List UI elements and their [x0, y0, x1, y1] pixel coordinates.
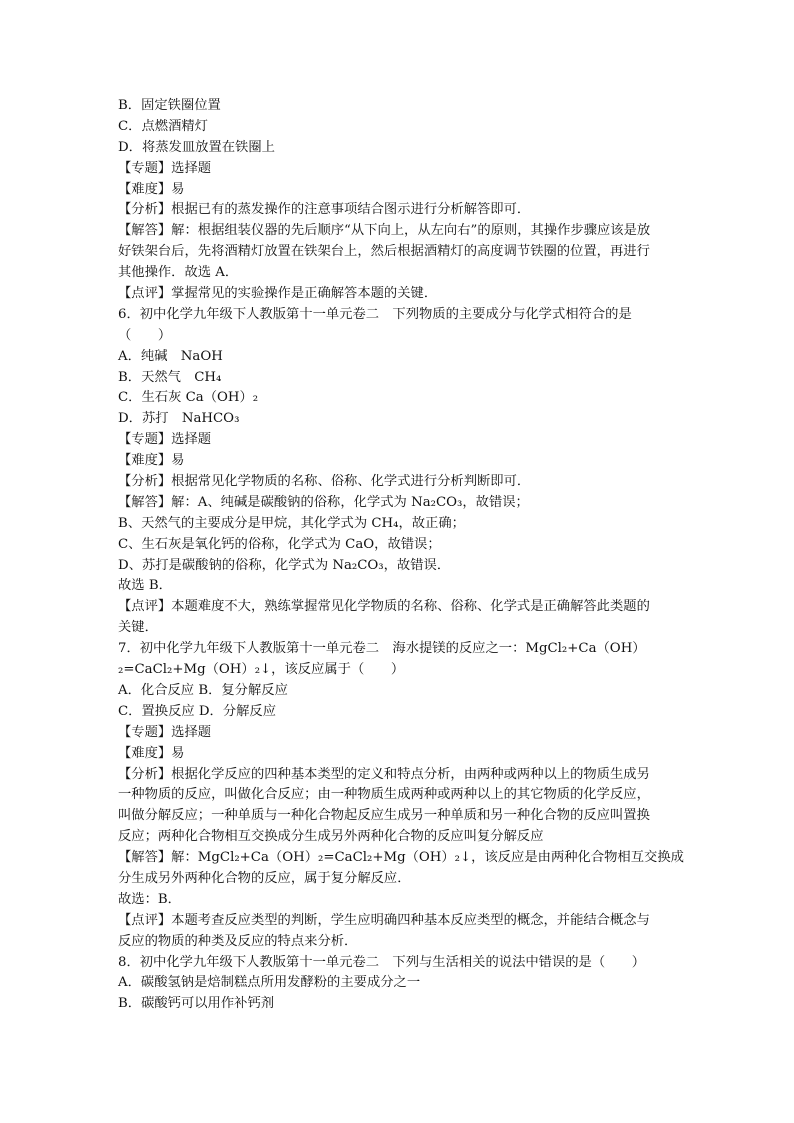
comment-line: 【点评】掌握常见的实验操作是正确解答本题的关键． — [118, 286, 438, 302]
topic-line: 【专题】选择题 — [118, 432, 212, 448]
analysis-line: 反应；两种化合物相互交换成分生成另外两种化合物的反应叫复分解反应 — [118, 829, 544, 845]
option-b-line: B．碳酸钙可以用作补钙剂 — [118, 996, 275, 1012]
difficulty-line: 【难度】易 — [118, 181, 185, 197]
question-6-stem: 6．初中化学九年级下人教版第十一单元卷二 下列物质的主要成分与化学式相符合的是 — [118, 306, 632, 322]
option-b-line: B．天然气 CH₄ — [118, 369, 222, 385]
comment-line: 【点评】本题难度不大，熟练掌握常见化学物质的名称、俗称、化学式是正确解答此类题的 — [118, 599, 650, 615]
analysis-line: 【分析】根据常见化学物质的名称、俗称、化学式进行分析判断即可． — [118, 474, 531, 490]
comment-line: 反应的物质的种类及反应的特点来分析． — [118, 933, 358, 949]
option-c-line: C．点燃酒精灯 — [118, 118, 208, 134]
option-line: A．化合反应 B．复分解反应 — [118, 682, 288, 698]
difficulty-line: 【难度】易 — [118, 453, 185, 469]
answer-line: B、天然气的主要成分是甲烷，其化学式为 CH₄，故正确； — [118, 515, 465, 531]
question-6-stem: （ ） — [118, 327, 172, 343]
answer-line: 分生成另外两种化合物的反应，属于复分解反应． — [118, 870, 411, 886]
analysis-line: 一种物质的反应，叫做化合反应；由一种物质生成两种或两种以上的其它物质的化学反应， — [118, 787, 650, 803]
option-c-line: C．生石灰 Ca（OH）₂ — [118, 390, 259, 406]
answer-line: 故选：B． — [118, 891, 181, 907]
analysis-line: 【分析】根据已有的蒸发操作的注意事项结合图示进行分析解答即可． — [118, 202, 531, 218]
comment-line: 【点评】本题考查反应类型的判断，学生应明确四种基本反应类型的概念，并能结合概念与 — [118, 912, 650, 928]
answer-line: C、生石灰是氧化钙的俗称，化学式为 CaO，故错误； — [118, 536, 441, 552]
option-d-line: D．苏打 NaHCO₃ — [118, 411, 240, 427]
topic-line: 【专题】选择题 — [118, 160, 212, 176]
question-7-stem: ₂=CaCl₂+Mg（OH）₂↓，该反应属于（ ） — [118, 662, 405, 678]
option-a-line: A．碳酸氢钠是焙制糕点所用发酵粉的主要成分之一 — [118, 975, 421, 991]
option-d-line: D．将蒸发皿放置在铁圈上 — [118, 139, 275, 155]
topic-line: 【专题】选择题 — [118, 724, 212, 740]
answer-line: 【解答】解：MgCl₂+Ca（OH）₂=CaCl₂+Mg（OH）₂↓，该反应是由两种化合物相互交换成 — [118, 850, 684, 866]
analysis-line: 【分析】根据化学反应的四种基本类型的定义和特点分析，由两种或两种以上的物质生成另 — [118, 766, 650, 782]
analysis-line: 叫做分解反应；一种单质与一种化合物起反应生成另一种单质和另一种化合物的反应叫置换 — [118, 808, 650, 824]
answer-line: 【解答】解：根据组装仪器的先后顺序“从下向上，从左向右”的原则，其操作步骤应该是放 — [118, 223, 651, 239]
question-7-stem: 7．初中化学九年级下人教版第十一单元卷二 海水提镁的反应之一：MgCl₂+Ca（OH） — [118, 641, 646, 657]
difficulty-line: 【难度】易 — [118, 745, 185, 761]
option-a-line: A．纯碱 NaOH — [118, 348, 223, 364]
option-line: C．置换反应 D．分解反应 — [118, 703, 277, 719]
answer-line: 【解答】解：A、纯碱是碳酸钠的俗称，化学式为 Na₂CO₃，故错误； — [118, 494, 529, 510]
answer-line: 其他操作．故选 A． — [118, 265, 239, 281]
comment-line: 关键． — [118, 620, 158, 636]
answer-line: 故选 B． — [118, 578, 172, 594]
document-body — [118, 96, 684, 1015]
question-8-stem: 8．初中化学九年级下人教版第十一单元卷二 下列与生活相关的说法中错误的是（ ） — [118, 954, 646, 970]
answer-line: D、苏打是碳酸钠的俗称，化学式为 Na₂CO₃，故错误． — [118, 557, 451, 573]
answer-line: 好铁架台后，先将酒精灯放置在铁架台上，然后根据酒精灯的高度调节铁圈的位置，再进行 — [118, 244, 650, 260]
option-b-line: B．固定铁圈位置 — [118, 98, 221, 113]
